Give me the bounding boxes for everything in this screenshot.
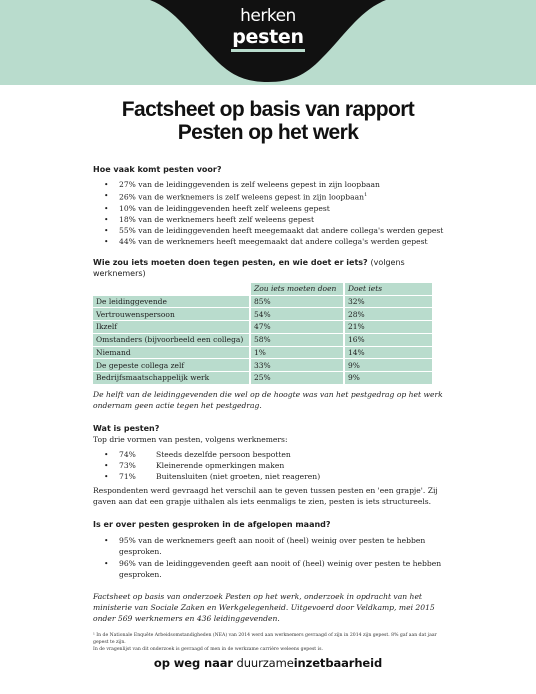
heading-text: Wie zou iets moeten doen tegen pesten, en wie doet er iets? — [93, 258, 368, 268]
logo — [0, 6, 536, 52]
section-outro: Respondenten werd gevraagd het verschil aan te geven tussen pesten en 'een grapje'. Zij gaven aan dat een grapje uithalen als iets eenmaligs te zien, pesten is iets structureels. — [93, 486, 438, 507]
footnotes — [93, 633, 453, 653]
list-item — [93, 460, 453, 471]
footnote: In de vragenlijst van dit onderzoek is gevraagd of men in de werkzame carrière weleens gepest is. — [93, 646, 323, 652]
table-cell-label: Ikzelf — [93, 321, 250, 334]
heading-suffix: (volgens werknemers) — [93, 258, 405, 279]
section-heading: Wat is pesten? — [93, 423, 160, 433]
table-cell-label: Omstanders (bijvoorbeeld een collega) — [93, 333, 250, 346]
footnote: ¹ In de Nationale Enquête Arbeidsomstandigheden (NEA) van 2014 werd aan werknemers gevraagd of zijn in 2014 zijn gepest. 8% gaf aan dat jaar gepest te zijn. — [93, 633, 437, 645]
list-item-pct: 74% — [119, 449, 136, 459]
title-line1: Factsheet op basis van rapport — [121, 98, 415, 121]
list-item-pct: 71% — [119, 472, 136, 482]
table-row — [93, 295, 432, 308]
list-item: • 55% van de leidinggevenden heeft meegemaakt dat andere collega's werden gepest — [93, 225, 453, 236]
table-header-does: Doet iets — [344, 283, 432, 295]
table-cell-does: 16% — [344, 333, 432, 346]
table-cell-should: 47% — [250, 321, 344, 334]
section-heading — [93, 257, 453, 279]
table-cell-should: 33% — [250, 359, 344, 372]
bullet-list — [93, 179, 453, 247]
table-cell-label: Bedrijfsmaatschappelijk werk — [93, 371, 250, 384]
table-cell-does: 32% — [344, 295, 432, 308]
table-cell-does: 9% — [344, 359, 432, 372]
source-note: Factsheet op basis van onderzoek Pesten op het werk, onderzoek in opdracht van het ministerie van Sociale Zaken en Werkgelegenheid. Uitgevoerd door Veldkamp, mei 2015 onder 569 werknemers en 436 leidinggevenden. — [93, 591, 435, 623]
section-intro: Top drie vormen van pesten, volgens werknemers: — [93, 434, 288, 444]
section-heading: Hoe vaak komt pesten voor? — [93, 165, 222, 174]
title-line2: Pesten op het werk — [177, 121, 359, 144]
table-cell-should: 54% — [250, 308, 344, 321]
list-item: • 44% van de werknemers heeft meegemaakt dat andere collega's werden gepest — [93, 236, 453, 247]
table-note: De helft van de leidinggevenden die wel op de hoogte was van het pestgedrag op het werk ondernam geen actie tegen het pestgedrag. — [93, 389, 443, 410]
table-header-empty — [93, 283, 250, 295]
table-header-should: Zou iets moeten doen — [250, 283, 344, 295]
table-cell-label: Vertrouwenspersoon — [93, 308, 250, 321]
table-cell-should: 85% — [250, 295, 344, 308]
list-item — [93, 471, 453, 482]
list-item — [93, 190, 453, 203]
logo-underline — [231, 49, 305, 52]
slogan-part1: op weg naar — [153, 656, 233, 670]
section-frequency — [93, 164, 453, 247]
section-who — [93, 257, 453, 411]
slogan-part2: duurzame — [236, 656, 294, 670]
table-cell-label: De leidinggevende — [93, 295, 250, 308]
content — [93, 164, 453, 653]
list-item: • 96% van de leidinggevenden geeft aan nooit of (heel) weinig over pesten te hebben gesproken. — [93, 558, 453, 580]
table-cell-does: 21% — [344, 321, 432, 334]
table-row — [93, 308, 432, 321]
logo-line1: herken — [240, 6, 296, 26]
table-cell-does: 14% — [344, 346, 432, 359]
list-item-text: Steeds dezelfde persoon bespotten — [156, 449, 291, 459]
table-row — [93, 321, 432, 334]
page-title — [0, 98, 536, 144]
list-item — [93, 449, 453, 460]
table-cell-does: 9% — [344, 371, 432, 384]
section-discussed — [93, 519, 453, 579]
list-item: • 27% van de leidinggevenden is zelf weleens gepest in zijn loopbaan — [93, 179, 453, 190]
section-what — [93, 423, 453, 508]
table-row — [93, 371, 432, 384]
table-cell-label: De gepeste collega zelf — [93, 359, 250, 372]
list-item-text: Buitensluiten (niet groeten, niet reageren) — [156, 472, 321, 482]
table-cell-does: 28% — [344, 308, 432, 321]
table-row — [93, 346, 432, 359]
footnote-mark: 1 — [364, 192, 368, 199]
table-row — [93, 333, 432, 346]
table-cell-should: 25% — [250, 371, 344, 384]
table-cell-should: 1% — [250, 346, 344, 359]
table-header-row — [93, 283, 432, 295]
footer-slogan — [0, 656, 536, 670]
forms-list — [93, 449, 453, 482]
list-item-pct: 73% — [119, 460, 136, 470]
who-table — [93, 283, 432, 385]
bullet-list — [93, 535, 453, 579]
list-item-text: Kleinerende opmerkingen maken — [156, 460, 285, 470]
logo-line2: pesten — [232, 26, 304, 48]
table-cell-label: Niemand — [93, 346, 250, 359]
list-item: • 95% van de werknemers geeft aan nooit of (heel) weinig over pesten te hebben gesproken. — [93, 535, 453, 557]
list-item: • 10% van de leidinggevenden heeft zelf weleens gepest — [93, 203, 453, 214]
table-cell-should: 58% — [250, 333, 344, 346]
list-item: • 18% van de werknemers heeft zelf weleens gepest — [93, 214, 453, 225]
slogan-part3: inzetbaarheid — [293, 656, 383, 670]
list-item-text: 26% van de werknemers is zelf weleens gepest in zijn loopbaan — [119, 192, 365, 202]
section-heading: Is er over pesten gesproken in de afgelopen maand? — [93, 520, 331, 530]
table-row — [93, 359, 432, 372]
header-banner — [0, 0, 536, 85]
